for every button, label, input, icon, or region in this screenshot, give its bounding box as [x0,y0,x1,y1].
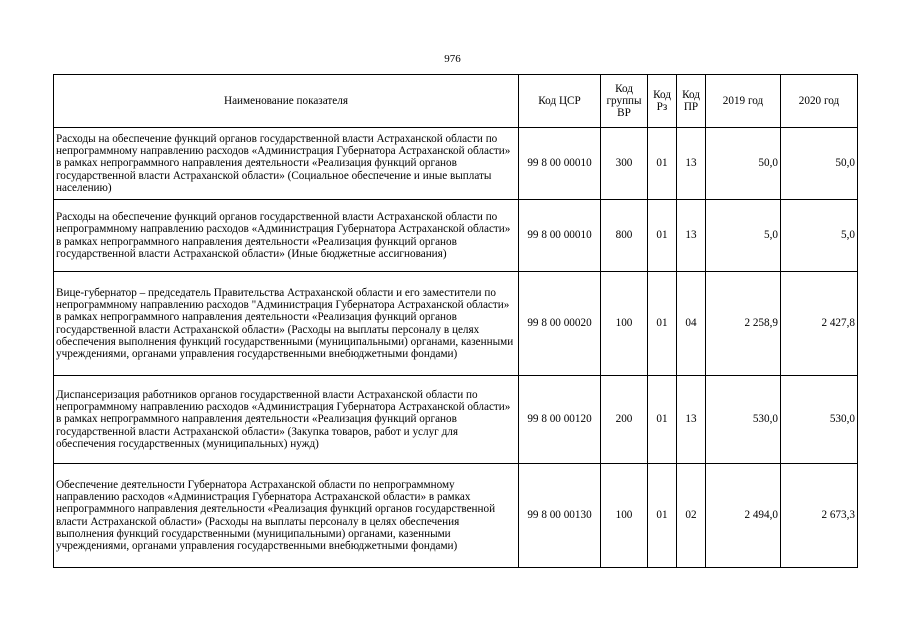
header-vr: Код группы ВР [601,75,648,128]
header-pr: Код ПР [677,75,706,128]
row-vr: 200 [601,376,648,464]
header-name: Наименование показателя [54,75,519,128]
table-row [54,376,858,464]
row-2019: 5,0 [706,200,781,272]
row-2019: 2 258,9 [706,272,781,376]
row-rz: 01 [648,376,677,464]
header-rz: Код Рз [648,75,677,128]
budget-table [53,74,858,568]
row-csr: 99 8 00 00020 [519,272,601,376]
table-header [54,75,858,128]
row-vr: 300 [601,128,648,200]
row-2019: 50,0 [706,128,781,200]
row-csr: 99 8 00 00010 [519,200,601,272]
row-pr: 13 [677,200,706,272]
row-name: Обеспечение деятельности Губернатора Астраханской области по непрограммному направлению расходов «Администрация Губернатора Астраханской области» в рамках непрограммного направления деятельности «Реализация функций органов государственной власти Астраханской области» (Расходы на выплаты персоналу в целях обеспечения выполнения функций государственными (муниципальными) органами, казенными учреждениями, органами управления государственными внебюджетными фондами) [54,464,519,568]
row-2019: 530,0 [706,376,781,464]
row-2020: 2 673,3 [781,464,858,568]
row-rz: 01 [648,272,677,376]
header-row [54,75,858,128]
row-2020: 2 427,8 [781,272,858,376]
header-2020: 2020 год [781,75,858,128]
row-rz: 01 [648,128,677,200]
row-name: Диспансеризация работников органов государственной власти Астраханской области по непрограммному направлению расходов «Администрация Губернатора Астраханской области» в рамках непрограммного направления деятельности «Реализация функций органов государственной власти Астраханской области» (Закупка товаров, работ и услуг для обеспечения государственных (муниципальных) нужд) [54,376,519,464]
table-row [54,200,858,272]
row-csr: 99 8 00 00010 [519,128,601,200]
row-name: Расходы на обеспечение функций органов государственной власти Астраханской области по непрограммному направлению расходов «Администрация Губернатора Астраханской области» в рамках непрограммного направления деятельности «Реализация функций органов государственной власти Астраханской области» (Социальное обеспечение и иные выплаты населению) [54,128,519,200]
row-2020: 5,0 [781,200,858,272]
header-2019: 2019 год [706,75,781,128]
row-rz: 01 [648,200,677,272]
row-vr: 800 [601,200,648,272]
row-pr: 13 [677,128,706,200]
table-body [54,128,858,568]
row-name: Расходы на обеспечение функций органов государственной власти Астраханской области по непрограммному направлению расходов «Администрация Губернатора Астраханской области» в рамках непрограммного направления деятельности «Реализация функций органов государственной власти Астраханской области» (Иные бюджетные ассигнования) [54,200,519,272]
page-number: 976 [444,53,461,65]
row-vr: 100 [601,464,648,568]
row-pr: 13 [677,376,706,464]
row-2020: 530,0 [781,376,858,464]
row-vr: 100 [601,272,648,376]
header-csr: Код ЦСР [519,75,601,128]
table-row [54,128,858,200]
row-pr: 02 [677,464,706,568]
table-row [54,464,858,568]
row-2020: 50,0 [781,128,858,200]
row-2019: 2 494,0 [706,464,781,568]
row-name: Вице-губернатор – председатель Правительства Астраханской области и его заместители по непрограммному направлению расходов "Администрация Губернатора Астраханской области» в рамках непрограммного направления деятельности «Реализация функций органов государственной власти Астраханской области» (Расходы на выплаты персоналу в целях обеспечения выполнения функций государственными (муниципальными) органами, казенными учреждениями, органами управления государственными внебюджетными фондами) [54,272,519,376]
row-csr: 99 8 00 00120 [519,376,601,464]
row-rz: 01 [648,464,677,568]
table-row [54,272,858,376]
row-csr: 99 8 00 00130 [519,464,601,568]
row-pr: 04 [677,272,706,376]
